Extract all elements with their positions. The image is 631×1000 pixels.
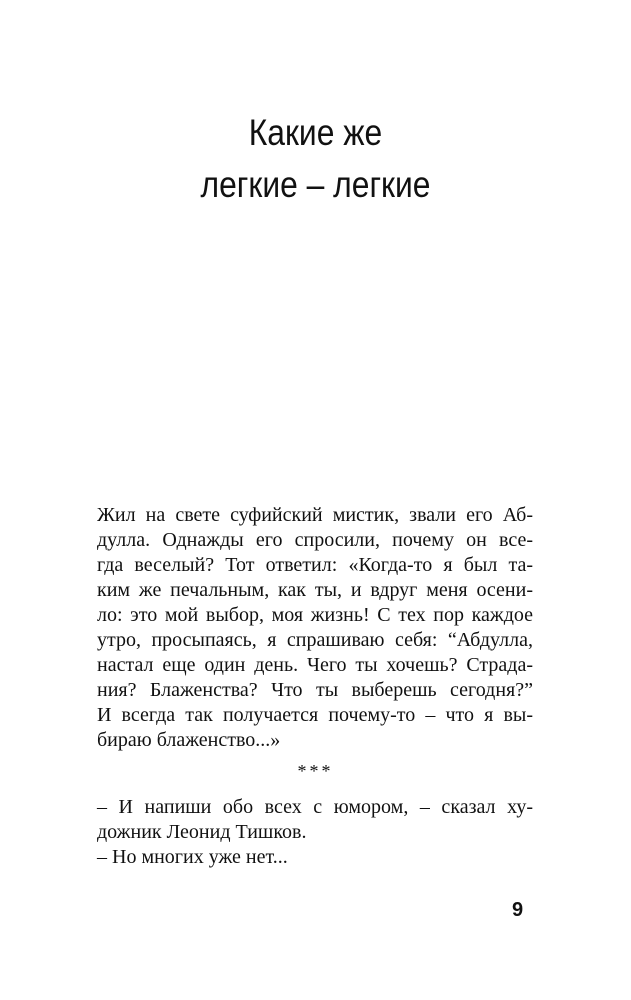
page-number: 9 bbox=[512, 899, 524, 921]
dialogue-line: дожник Леонид Тишков. bbox=[97, 821, 307, 843]
chapter-title bbox=[44, 107, 587, 211]
story-line: Жил на свете суфийский мистик, звали его Аб- bbox=[97, 504, 533, 526]
dialogue-block bbox=[97, 795, 533, 870]
story-line: бираю блаженство...» bbox=[97, 729, 281, 751]
chapter-title-line-2: легкие – легкие bbox=[200, 164, 431, 205]
dialogue-line: – Но многих уже нет... bbox=[97, 846, 288, 868]
section-separator: *** bbox=[297, 761, 334, 781]
chapter-title-line-1: Какие же bbox=[248, 112, 383, 153]
story-line: утро, просыпаясь, я спрашиваю себя: “Абдулла, bbox=[97, 629, 533, 651]
story-line: гда веселый? Тот ответил: «Когда-то я был та- bbox=[97, 554, 533, 576]
dialogue-line: – И напиши обо всех с юмором, – сказал ху- bbox=[97, 796, 533, 818]
story-line: ния? Блаженства? Что ты выберешь сегодня?” bbox=[97, 679, 533, 701]
story-line: настал еще один день. Чего ты хочешь? Страда- bbox=[97, 654, 533, 676]
story-line: ким же печальным, как ты, и вдруг меня осени- bbox=[97, 579, 533, 601]
story-line: И всегда так получается почему-то – что я вы- bbox=[97, 704, 533, 726]
story-line: дулла. Однажды его спросили, почему он все- bbox=[97, 529, 533, 551]
story-paragraph bbox=[97, 503, 533, 753]
story-line: ло: это мой выбор, моя жизнь! С тех пор каждое bbox=[97, 604, 533, 626]
